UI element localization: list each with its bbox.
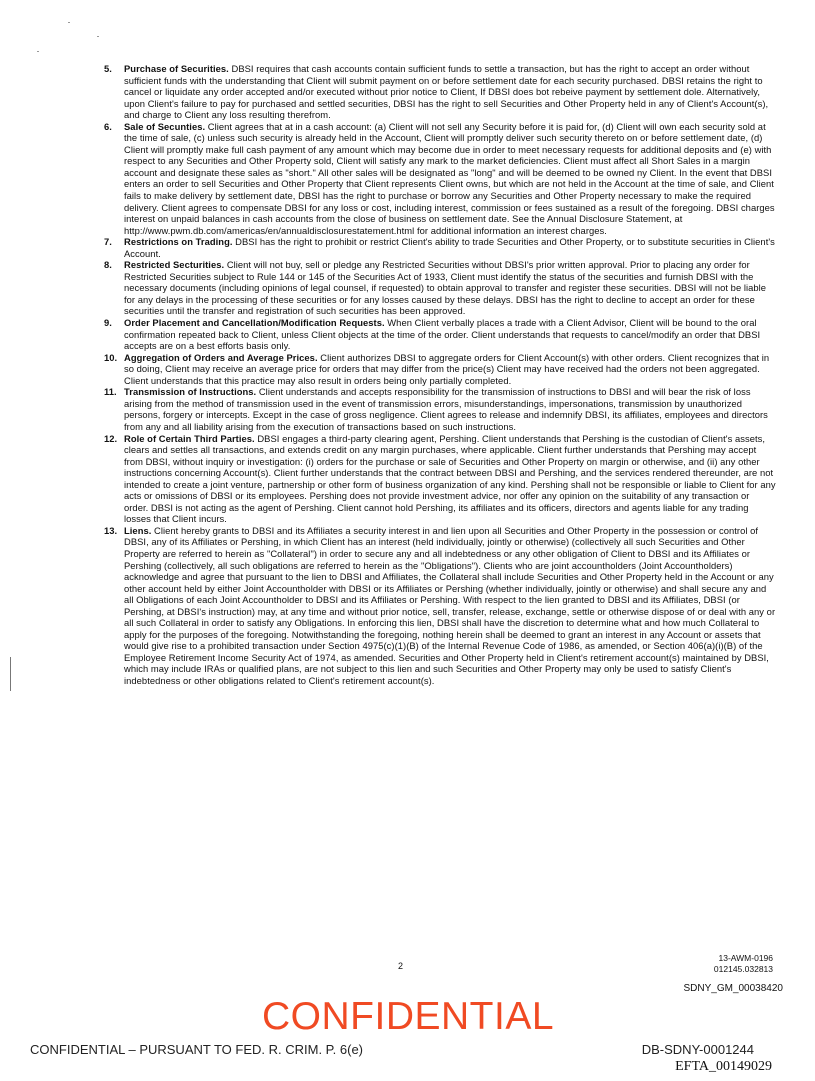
clause-title: Transmission of Instructions. — [124, 386, 257, 398]
scan-margin-mark — [10, 657, 11, 691]
page-number: 2 — [398, 961, 404, 971]
form-code: 13-AWM-0196 — [718, 953, 773, 963]
clause-9 — [104, 317, 776, 352]
bates-number: SDNY_GM_00038420 — [683, 983, 783, 994]
clause-title: Liens. — [124, 524, 152, 536]
clause-number: 8. — [104, 259, 112, 271]
clause-number: 13. — [104, 524, 118, 536]
clause-text: DBSI engages a third-party clearing agent, Pershing. Client understands that Pershing is the custodian of Client's assets, clears and settles all transactions, and extends credit on any margin purchases, where applicable. Client further understands that Pershing may accept from DBSI, without inquiry or investigation: (i) orders for the purchase or sale of Securities and Other Property on margin or otherwise, and (ii) any other instructions concerning Account(s). Client further understands that the contract between DBSI and Pershing, and the services rendered thereunder, are not intended to create a joint venture, partnership or other form of business organization of any kind. Pershing shall not be responsible or liable to Client for any acts or omissions of DBSI or its employees. Pershing does not provide investment advice, nor offer any opinion on the suitability of any transaction or order. DBSI is not acting as the agent of Pershing. Client cannot hold Pershing, its affiliates and its officers, directors and agents liable for any trading losses that Client incurs. — [124, 432, 776, 525]
agreement-clauses — [104, 63, 776, 687]
clause-text: Client understands and accepts responsibility for the transmission of instructions to DBSI and will bear the risk of loss arising from the method of transmission used in the event of transmission errors, misunderstandings, impersonations, transmission by unauthorized persons, forgery or intercepts. Except in the case of gross negligence. Client agrees to release and indemnify DBSI, its affiliates, employees and directors from any and all liability arising from the execution of transactions based on such instructions. — [124, 386, 768, 432]
clause-8 — [104, 259, 776, 317]
scan-speck — [97, 36, 99, 37]
clause-number: 7. — [104, 236, 112, 248]
clause-6 — [104, 121, 776, 236]
clause-title: Order Placement and Cancellation/Modification Requests. — [124, 317, 385, 329]
clause-text: Client agrees that at in a cash account: (a) Client will not sell any Security before it is paid for, (d) Client will own each security sold at the time of sale, (c) unless such security is already held in the Account, Client will promptly deliver such security thereto on or before settlement date, (d) Client will promptly make full cash payment of any amount which may become due in order to meet necessary requests for additional deposits and (e) with respect to any Securities and Other Property sold, Client will satisfy any mark to the market deficiencies. Client must affect all Short Sales in a margin account and designate these sales as "short." All other sales will be designated as "long" and will be deemed to be owned ny Client. In the event that DBSI enters an order to sell Securities and Other Property that Client represents Client owns, but which are not held in the Account at the time of sale, and Client fails to make delivery by settlement date, DBSI has the right to purchase or borrow any Securities and Other Property necessary to make the required delivery. Client agrees to compensate DBSI for any loss or cost, including interest, commission or fees sustained as a result of the foregoing. DBSI charges interest on unpaid balances in cash accounts from the close of business on settlement date. See the Annual Disclosure Statement, at http://www.pwm.db.com/americas/en/annualdisclosurestatement.html for additional information an interest charges. — [124, 120, 775, 236]
clause-title: Restricted Secturities. — [124, 259, 225, 271]
clause-10 — [104, 352, 776, 387]
clause-13 — [104, 525, 776, 687]
clause-number: 12. — [104, 432, 118, 444]
clause-number: 10. — [104, 351, 118, 363]
clause-number: 9. — [104, 317, 112, 329]
clause-title: Sale of Secunties. — [124, 120, 206, 132]
confidentiality-footer: CONFIDENTIAL – PURSUANT TO FED. R. CRIM. P. 6(e) — [30, 1042, 364, 1057]
clause-12 — [104, 433, 776, 525]
clause-number: 5. — [104, 63, 112, 74]
form-version: 012145.032813 — [713, 963, 773, 974]
efta-number: EFTA_00149029 — [675, 1059, 772, 1074]
clause-5 — [104, 63, 776, 121]
form-reference — [714, 953, 773, 974]
scan-speck — [68, 22, 70, 23]
clause-7 — [104, 236, 776, 259]
clause-text: Client hereby grants to DBSI and its Affiliates a security interest in and lien upon all Securities and Other Property in the possession or control of DBSI, any of its Affiliates or Pershing, in which Client has an interest (held individually, jointly or otherwise) (collectively all such Securities and Other Property are referred to herein as "Collateral") in order to secure any and all indebtedness or any other obligation of Client to DBSI and its Affiliates or Pershing (collectively, all such obligations are referred to herein as the "Obligations"). Clients who are joint accountholders (Joint Accountholders) acknowledge and agree that pursuant to the lien to DBSI and Affiliates, the Collateral shall include Securities and Other Property held in the Account or any other account held by either Joint Accountholder with DBSI or its Affiliates or Pershing (whether individually, jointly or otherwise) and shall secure any and all Obligations of each Joint Accountholder to DBSI and its Affiliates or Pershing. With respect to the lien granted to DBSI and its Affiliates, DBSI (or Pershing, at DBSI's instruction) may, at any time and without prior notice, sell, transfer, release, exchange, settle or otherwise dispose of or deal with any or all such Collateral in order to satisfy any Obligations. In enforcing this lien, DBSI shall have the discretion to determine what and how much Collateral to apply for the purposes of the foregoing. Notwithstanding the foregoing, nothing herein shall be deemed to grant an interest in any Account or assets that would give rise to a prohibited transaction under Section 4975(c)(1)(B) of the Internal Revenue Code of 1986, as amended, or Section 406(a)(i)(B) of the Employee Retirement Income Security Act of 1974, as amended. Securities and Other Property held in Client's retirement account(s) maintained by DBSI, which may include IRAs or qualified plans, are not subject to this lien and such Securities and Other Property may only be used to satisfy Client's indebtedness or other obligations related to Client's retirement account(s). — [124, 524, 776, 686]
scan-speck — [37, 51, 39, 52]
clause-text: Client will not buy, sell or pledge any Restricted Securities without DBSI's prior written approval. Prior to placing any order for Restricted Securities subject to Rule 144 or 145 of the Securities Act of 1933, Client must identify the status of the securities and furnish DBSI with the necessary documents (including opinions of legal counsel, if requested) to obtain approval to transfer and register these securities. DBSI will not be liable for any delays in the processing of these securities or for any losses caused by these delays. DBSI has the right to decline to accept an order for these securities until the transfer and registration of such securities has been approved. — [124, 259, 767, 317]
clause-number: 6. — [104, 120, 112, 132]
confidential-stamp: CONFIDENTIAL — [262, 995, 555, 1038]
clause-11 — [104, 386, 776, 432]
clause-text: When Client verbally places a trade with a Client Advisor, Client will be bound to the oral confirmation repeated back to Client, unless Client objects at the time of the order. Client understands that requests to cancel/modify an order that DBSI accepts are on a best efforts basis only. — [124, 317, 761, 352]
clause-title: Aggregation of Orders and Average Prices. — [124, 351, 318, 363]
clause-title: Purchase of Securities. — [124, 63, 229, 74]
clause-text: DBSI has the right to prohibit or restrict Client's ability to trade Securities and Other Property, or to substitute securities in Client's Account. — [124, 236, 775, 259]
clause-text: DBSI requires that cash accounts contain sufficient funds to settle a transaction, but has the right to accept an order without sufficient funds with the understanding that Client will submit payment on or before settlement date for each security purchased. DBSI retains the right to cancel or liquidate any order accepted and/or executed without prior notice to Client, If DBSI does bot rebeive payment by settlement dole. Alternatively, upon Client's failure to pay for purchased and settled securities, DBSI has the right to sell Securities and Other Property held in any of Client's Account(s), and charge to Client any loss resulting therefrom. — [124, 63, 769, 121]
production-number: DB-SDNY-0001244 — [641, 1042, 754, 1057]
clause-number: 11. — [104, 386, 117, 398]
clause-title: Restrictions on Trading. — [124, 236, 233, 248]
clause-text: Client authorizes DBSI to aggregate orders for Client Account(s) with other orders. Client recognizes that in so doing, Client may receive an average price for orders that may differ from the price(s) Client may have received had the orders not been aggregated. Client understands that this practice may also result in orders being only partially completed. — [124, 351, 770, 386]
clause-title: Role of Certain Third Parties. — [124, 432, 255, 444]
